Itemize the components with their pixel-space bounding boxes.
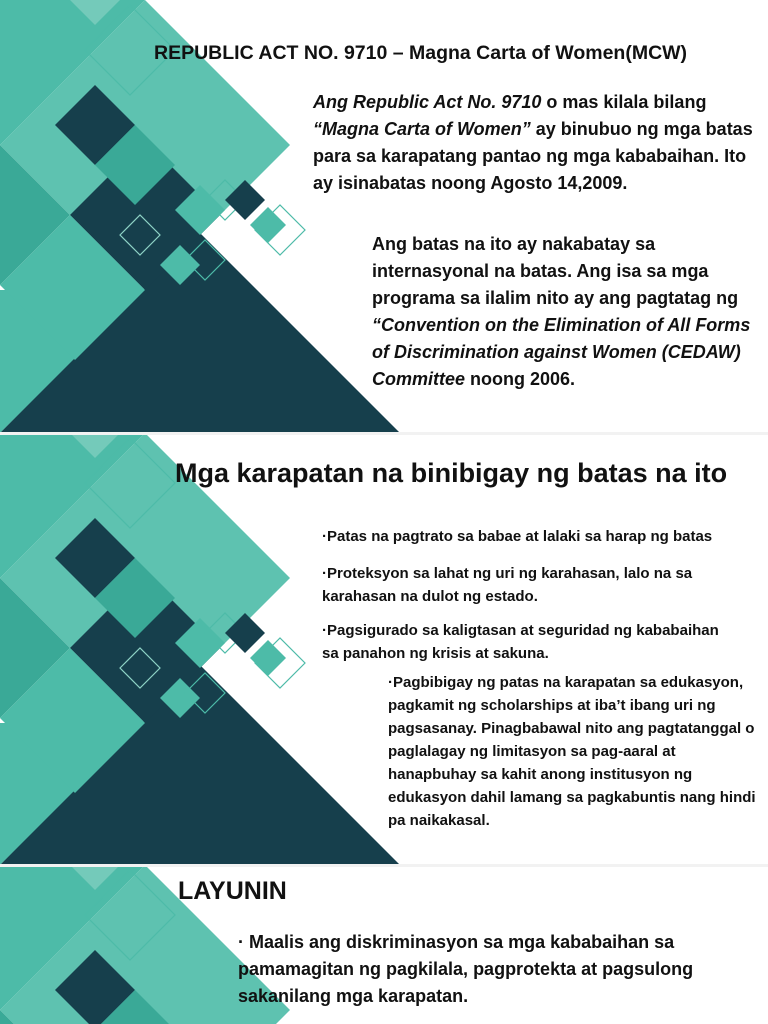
- slide-1-title: REPUBLIC ACT NO. 9710 – Magna Carta of Women(MCW): [154, 42, 688, 64]
- slide-2: [0, 433, 768, 865]
- slide-3-paragraph: · Maalis ang diskriminasyon sa mga kababaihan sa pamamagitan ng pagkilala, pagprotekta at pagsulong sakanilang mga karapatan.: [238, 932, 694, 1006]
- slide-divider: [0, 864, 768, 867]
- slide-1-paragraph-2: [372, 231, 757, 393]
- paragraph-text: noong 2006.: [465, 369, 576, 389]
- slide-2-title: Mga karapatan na binibigay ng batas na ito: [175, 458, 728, 488]
- paragraph-text: o mas kilala bilang: [541, 92, 707, 112]
- slide-1: [0, 0, 768, 433]
- slide-divider: [0, 432, 768, 435]
- ra-name: Ang Republic Act No. 9710: [313, 92, 542, 112]
- right-item: ·Pagsigurado sa kaligtasan at seguridad ng kababaihan sa panahon ng krisis at sakuna.: [322, 622, 719, 662]
- slide-3: [0, 865, 768, 1024]
- right-item: ·Patas na pagtrato sa babae at lalaki sa harap ng batas: [322, 528, 713, 545]
- slide-3-title: LAYUNIN: [178, 877, 287, 905]
- right-item: ·Pagbibigay ng patas na karapatan sa edukasyon, pagkamit ng scholarships at iba’t ibang uri ng pagsasanay. Pinagbabawal nito ang pagtatanggal o paglalagay ng limitasyon sa pag-aaral at hanapbuhay sa kahit anong institusyon ng edukasyon dahil lamang sa pagkabuntis nang hindi pa naikakasal.: [388, 674, 756, 829]
- slide-1-paragraph-1: [313, 89, 753, 197]
- paragraph-text: Ang batas na ito ay nakabatay sa internasyonal na batas. Ang isa sa mga programa sa ilalim nito ay ang pagtatag ng: [372, 234, 739, 308]
- right-item: ·Proteksyon sa lahat ng uri ng karahasan, lalo na sa karahasan na dulot ng estado.: [322, 565, 693, 605]
- cedaw-name: “Convention on the Elimination of All Forms of Discrimination against Women (CEDAW) Committee: [372, 315, 751, 389]
- paragraph-text: ay binubuo ng mga batas para sa karapatang pantao ng mga kababaihan. Ito ay isinabatas noong Agosto 14,2009.: [313, 119, 753, 193]
- mcw-name: “Magna Carta of Women”: [313, 119, 531, 139]
